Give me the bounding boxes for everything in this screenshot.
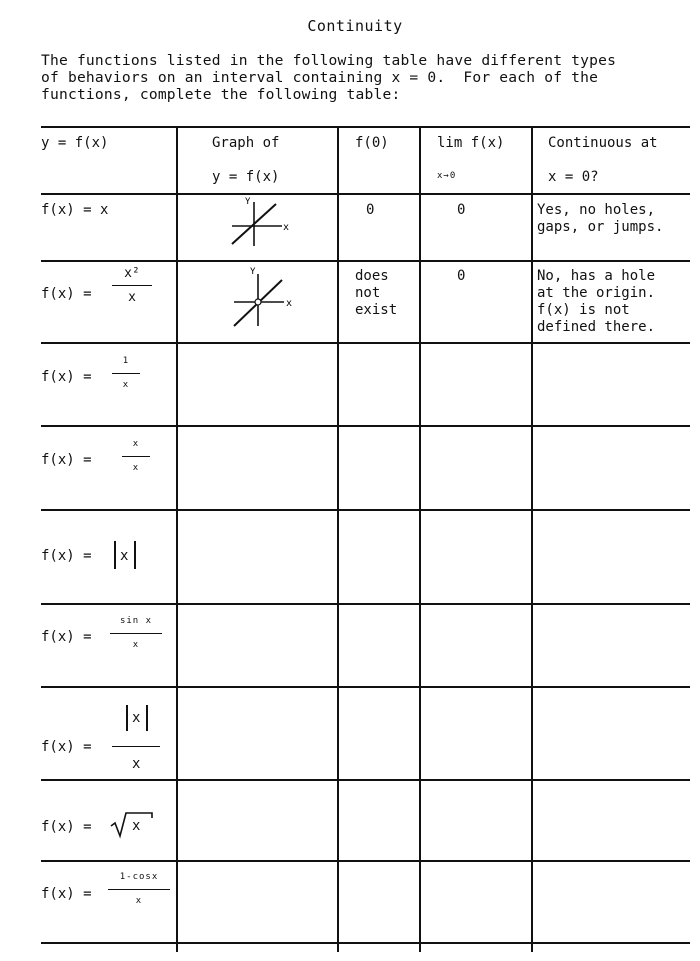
answer-line: gaps, or jumps. [537,219,664,235]
absolute-value-bar-right [134,541,136,569]
fraction-bar [112,285,152,286]
limit-value: 0 [457,202,466,218]
fraction-bar [112,746,160,747]
numerator: x² [124,266,140,281]
square-root-argument: x [132,818,141,834]
f0-line: exist [355,302,398,318]
graph-x-label: x [286,298,293,309]
continuous-answer [537,202,663,236]
graph-y-label: Y [245,197,251,207]
absolute-value-bar-left [126,705,128,731]
fraction [112,354,140,393]
row-border [41,260,690,262]
page-title: Continuity [307,17,403,35]
table-bottom-border [41,942,690,944]
header-continuous-line1: Continuous at [548,135,658,151]
header-graph-line1: Graph of [212,135,280,151]
fraction [112,266,152,305]
f0-line: does [355,268,389,284]
header-continuous-line2: x = 0? [548,169,599,185]
function-prefix: f(x) = [41,739,101,755]
function-prefix: f(x) = [41,202,101,218]
absolute-value-bar-right [146,705,148,731]
numerator: sin x [119,616,153,626]
row-border [41,509,690,511]
graph-x-label: x [283,222,290,233]
absolute-value-argument: x [120,548,129,564]
function-prefix: f(x) = [41,286,101,302]
row-border [41,860,690,862]
fraction-bar [112,373,140,374]
numerator: x [132,439,140,449]
answer-line: Yes, no holes, [537,202,656,218]
function-prefix: f(x) = [41,629,101,645]
denominator: x [132,640,140,650]
row-border [41,686,690,688]
instructions-line-2: of behaviors on an interval containing x = 0. For each of the [41,69,599,86]
answer-line: at the origin. [537,285,656,301]
numerator: 1 [122,356,130,366]
row-border [41,425,690,427]
instructions-line-1: The functions listed in the following table have different types [41,52,617,69]
function-prefix: f(x) = [41,886,101,902]
function-expression: x [100,202,109,218]
numerator: 1-cosx [119,872,159,882]
function-label [41,202,108,218]
fraction [108,870,170,909]
denominator: x [122,380,130,390]
denominator: x [132,756,141,772]
table-top-border [41,126,690,128]
denominator: x [135,896,143,906]
instructions [41,52,700,103]
continuous-answer [537,268,655,336]
denominator: x [128,290,136,305]
column-divider [531,126,533,952]
answer-line: No, has a hole [537,268,656,284]
column-divider [337,126,339,952]
column-divider [419,126,421,952]
limit-value: 0 [457,268,466,284]
f0-value [355,268,397,319]
answer-line: f(x) is not [537,302,630,318]
f0-line: not [355,285,381,301]
fraction-bar [122,456,150,457]
header-f0: f(0) [355,135,389,151]
graph-identity [220,196,300,256]
fraction [122,437,150,476]
f0-value: 0 [366,202,375,218]
denominator: x [132,463,140,473]
answer-line: defined there. [537,319,656,335]
graph-line-with-hole [220,264,300,334]
fraction [110,614,162,653]
instructions-line-3: functions, complete the following table: [41,86,401,103]
fraction-bar [108,889,170,890]
function-prefix: f(x) = [41,819,101,835]
header-y-equals-fx: y = f(x) [41,135,109,151]
row-border [41,779,690,781]
function-prefix: f(x) = [41,369,101,385]
header-bottom-border [41,193,690,195]
function-prefix: f(x) = [41,452,101,468]
column-divider [176,126,178,952]
fraction-bar [110,633,162,634]
row-border [41,342,690,344]
numerator: x [132,710,141,726]
header-limit: lim f(x) [437,135,505,151]
function-prefix: f(x) = [41,548,101,564]
absolute-value-bar-left [114,541,116,569]
row-border [41,603,690,605]
graph-y-label: Y [250,267,256,277]
header-graph-line2: y = f(x) [212,169,280,185]
header-limit-subscript: x→0 [437,171,457,181]
